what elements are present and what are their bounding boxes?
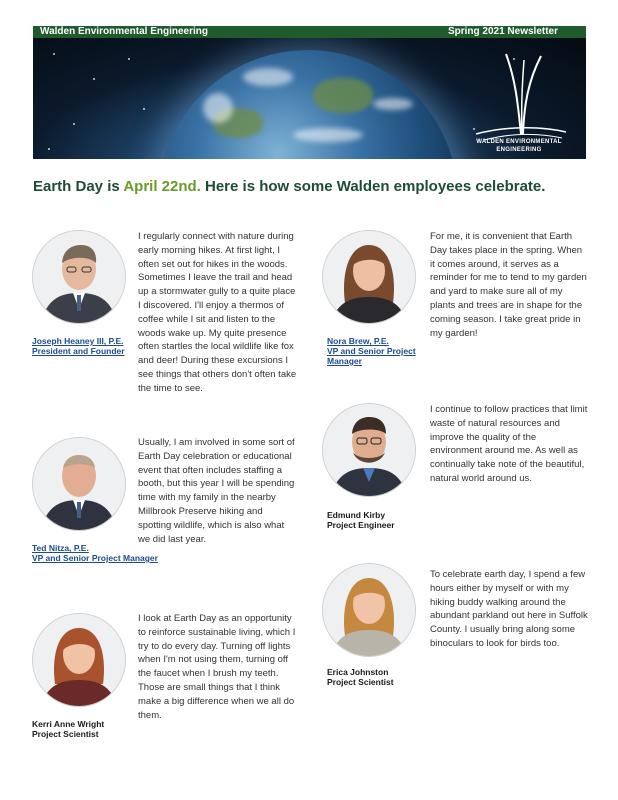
employee-bio: I regularly connect with nature during early morning hikes. At first light, I often set out for hikes in the woods. Sometimes I leave the trail and head up a stormwater gully to a quite place I discovered. I'll enjoy a thermos of coffee while I sit and listen to the woods wake up. My quite presence often startles the local wildlife like fox and deer! During these excursions I see things that others don't often take the time to see. [138,231,297,394]
avatar [32,437,126,531]
employee-name[interactable]: Ted Nitza, P.E. VP and Senior Project Manager [32,543,158,563]
headline-suffix: Here is how some Walden employees celebrate. [200,178,546,195]
employee-name[interactable]: Nora Brew, P.E. VP and Senior Project Manager [327,336,416,366]
walden-logo-icon [466,46,576,146]
employee-name: Erica Johnston Project Scientist [327,667,394,687]
banner-image [33,38,586,159]
logo-text: WALDEN ENVIRONMENTAL ENGINEERING [476,139,562,153]
employee-bio: For me, it is convenient that Earth Day takes place in the spring. When it comes around, it serves as a reminder for me to tend to my garden and yard to make sure all of my plants and trees are in shape for the coming season. I take great pride in my garden! [430,231,587,339]
employee-name: Edmund Kirby Project Engineer [327,510,395,530]
employee-name[interactable]: Joseph Heaney III, P.E. President and Founder [32,336,125,356]
employee-name: Kerri Anne Wright Project Scientist [32,719,105,739]
company-name: Walden Environmental Engineering [40,26,208,37]
avatar [32,230,126,324]
page-headline [33,178,545,195]
avatar [322,230,416,324]
employee-bio: Usually, I am involved in some sort of Earth Day celebration or educational event that often includes staffing a booth, but this year I will be spending time with my family in the nearby Millbrook Preserve hiking and spotting wildlife, which is also what we did last year. [138,437,295,545]
newsletter-issue: Spring 2021 Newsletter [447,26,558,37]
employee-bio: To celebrate earth day, I spend a few hours either by myself or with my hiking buddy walking around the abundant parkland out here in Suffolk County. I usually bring along some binoculars to look for birds too. [430,569,588,649]
avatar [322,403,416,497]
headline-prefix: Earth Day is [33,178,124,195]
avatar [322,563,416,657]
employee-bio: I continue to follow practices that limit waste of natural resources and improve the quality of the environment around me. As well as continually take note of the beautiful, natural world around us. [430,404,588,484]
header-bar [33,26,586,38]
employee-bio: I look at Earth Day as an opportunity to reinforce sustainable living, which I try to do every day. Turning off lights when I'm not using them, turning off the faucet when I brush my teeth. Those are small things that I think make a big difference when we all do them. [138,613,296,721]
headline-date: April 22nd. [123,178,201,195]
avatar [32,613,126,707]
